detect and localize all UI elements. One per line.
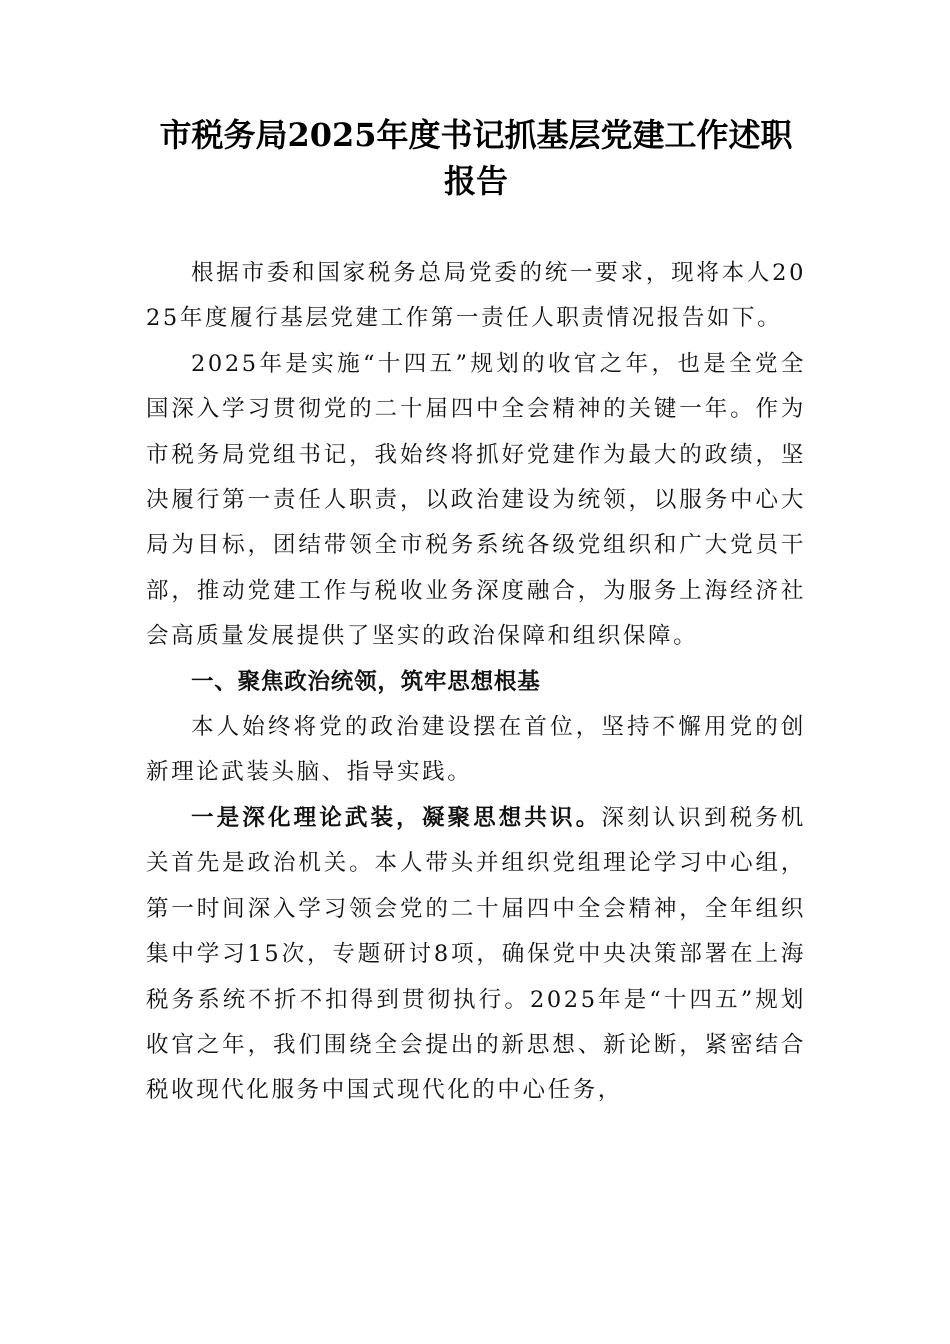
document-title: 市税务局2025年度书记抓基层党建工作述职报告	[159, 116, 793, 200]
overview-paragraph: 2025年是实施“十四五”规划的收官之年，也是全党全国深入学习贯彻党的二十届四中全会精神的关键一年。作为市税务局党组书记，我始终将抓好党建作为最大的政绩，坚决履行第一责任人职责，以政治建设为统领，以服务中心大局为目标，团结带领全市税务系统各级党组织和广大党员干部，推动党建工作与税收业务深度融合，为服务上海经济社会高质量发展提供了坚实的政治保障和组织保障。	[146, 350, 806, 650]
document-page	[146, 112, 806, 1114]
section-1-intro-paragraph: 本人始终将党的政治建设摆在首位，坚持不懈用党的创新理论武装头脑、指导实践。	[146, 714, 806, 786]
section-heading-1: 一、聚焦政治统领，筑牢思想根基	[191, 668, 541, 695]
point-1-body: 深刻认识到税务机关首先是政治机关。本人带头并组织党组理论学习中心组，第一时间深入学习领会党的二十届四中全会精神，全年组织集中学习15次，专题研讨8项，确保党中央决策部署在上海税务系统不折不扣得到贯彻执行。2025年是“十四五”规划收官之年，我们围绕全会提出的新思想、新论断，紧密结合税收现代化服务中国式现代化的中心任务，	[146, 804, 806, 1104]
intro-paragraph: 根据市委和国家税务总局党委的统一要求，现将本人2025年度履行基层党建工作第一责任人职责情况报告如下。	[146, 260, 806, 332]
document-body	[146, 251, 806, 1114]
point-1-lead: 一是深化理论武装，凝聚思想共识。	[191, 804, 602, 831]
point-1-paragraph	[146, 796, 806, 1114]
